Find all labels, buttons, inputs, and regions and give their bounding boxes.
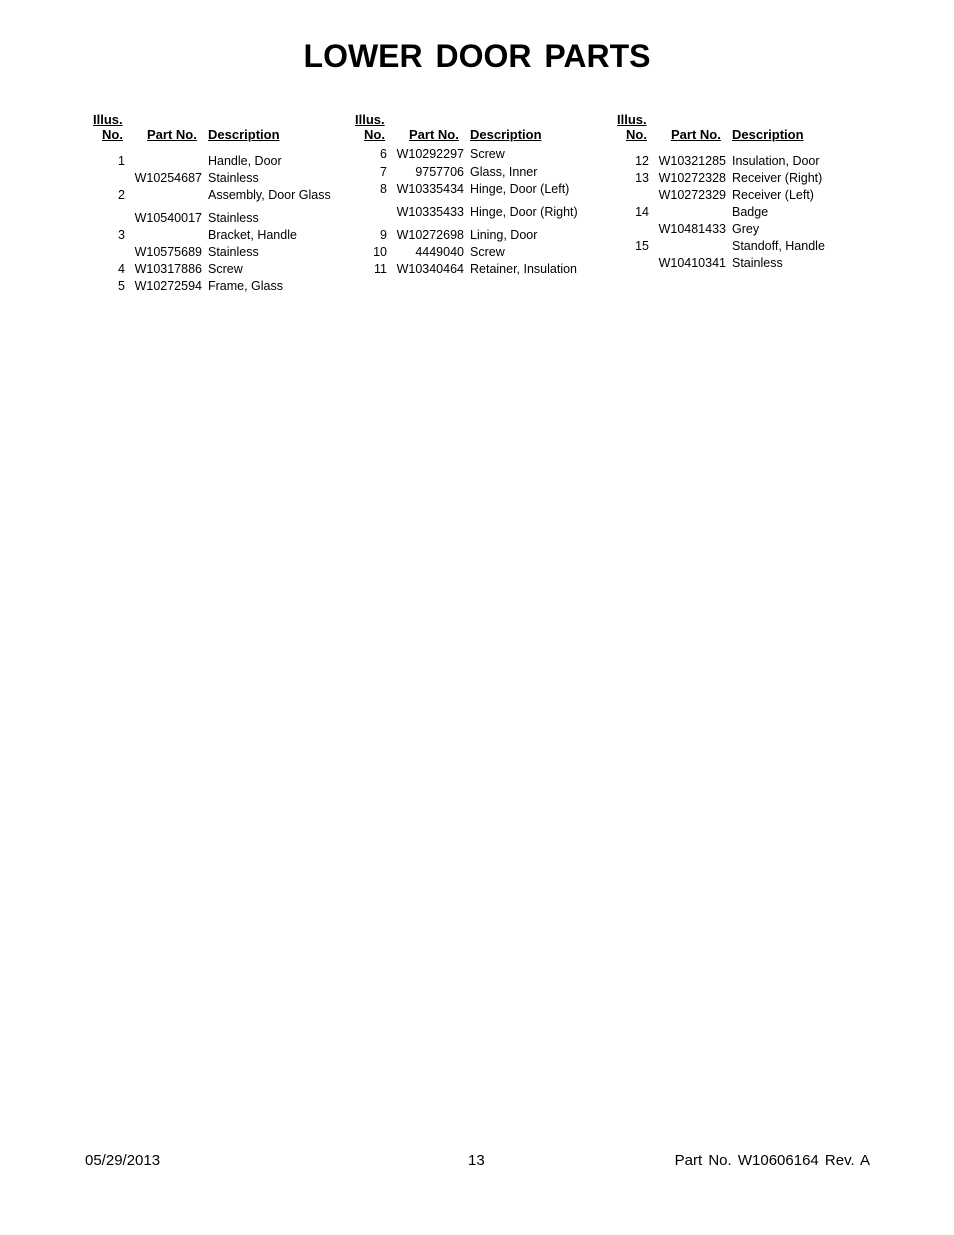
footer-date: 05/29/2013 [85,1152,161,1169]
illus-no-header: No. [102,127,123,142]
part-description: Lining, Door [470,228,538,242]
illus-number: 3 [118,228,125,242]
part-number: W10321285 [658,154,726,168]
illus-number: 11 [374,262,387,276]
part-description: Hinge, Door (Right) [470,205,578,219]
part-description: Glass, Inner [470,165,538,179]
part-number: W10410341 [658,256,726,270]
part-number: 9757706 [415,165,464,179]
part-description: Screw [470,147,505,161]
part-number: W10317886 [134,262,202,276]
illus-number: 12 [635,154,649,168]
part-number: W10575689 [134,245,202,259]
part-description: Stainless [208,211,259,225]
illus-header: Illus. [355,112,385,127]
page-title: LOWER DOOR PARTS [303,38,651,74]
part-description: Receiver (Left) [732,188,814,202]
part-no-header: Part No. [147,127,197,142]
part-description: Grey [732,222,760,236]
part-description: Receiver (Right) [732,171,823,185]
part-description: Stainless [208,245,259,259]
illus-no-header: No. [364,127,385,142]
part-description: Insulation, Door [732,154,820,168]
part-description: Stainless [208,171,259,185]
illus-number: 8 [380,182,387,196]
part-number: W10272698 [396,228,464,242]
part-number: W10335434 [396,182,464,196]
part-description: Screw [470,245,505,259]
illus-number: 1 [118,154,125,168]
illus-number: 6 [380,147,387,161]
illus-number: 9 [380,228,387,242]
illus-number: 5 [118,279,125,293]
description-header: Description [732,127,804,142]
illus-number: 10 [373,245,387,259]
illus-header: Illus. [617,112,647,127]
illus-number: 15 [635,239,649,253]
description-header: Description [470,127,542,142]
part-number: W10340464 [396,262,464,276]
part-number: W10272329 [658,188,726,202]
part-no-header: Part No. [671,127,721,142]
part-number: W10272594 [134,279,202,293]
part-description: Stainless [732,256,783,270]
part-description: Handle, Door [208,154,282,168]
part-description: Hinge, Door (Left) [470,182,570,196]
part-number: W10335433 [396,205,464,219]
illus-number: 13 [635,171,649,185]
illus-number: 7 [380,165,387,179]
part-description: Bracket, Handle [208,228,297,242]
part-number: 4449040 [415,245,464,259]
description-header: Description [208,127,280,142]
part-description: Standoff, Handle [732,239,825,253]
part-description: Frame, Glass [208,279,284,293]
footer-part-number: Part No. W10606164 Rev. A [674,1152,870,1169]
footer-page-number: 13 [468,1152,485,1169]
illus-number: 4 [118,262,125,276]
illus-number: 14 [635,205,649,219]
illus-number: 2 [118,188,125,202]
part-number: W10481433 [658,222,726,236]
part-number: W10254687 [134,171,202,185]
part-number: W10540017 [134,211,202,225]
part-description: Retainer, Insulation [470,262,578,276]
part-number: W10272328 [658,171,726,185]
part-description: Screw [208,262,243,276]
part-description: Badge [732,205,769,219]
part-no-header: Part No. [409,127,459,142]
illus-no-header: No. [626,127,647,142]
illus-header: Illus. [93,112,123,127]
part-description: Assembly, Door Glass [208,188,331,202]
part-number: W10292297 [396,147,464,161]
